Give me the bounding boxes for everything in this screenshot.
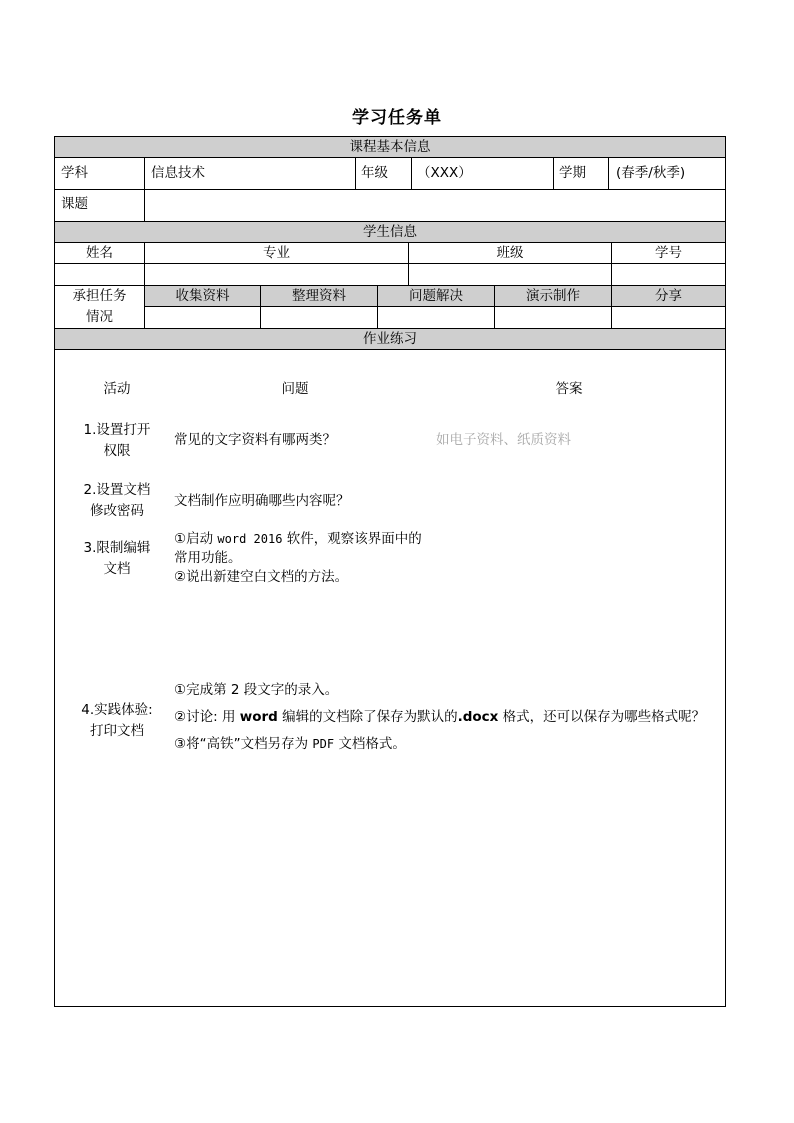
question-4-docx: .docx — [457, 709, 499, 725]
question-4-word: word — [239, 709, 278, 725]
col-question: 问题 — [281, 381, 309, 397]
topic-label: 课题 — [61, 196, 88, 212]
divider — [355, 157, 356, 189]
divider — [145, 306, 725, 307]
subject-label: 学科 — [61, 165, 88, 181]
col-answer: 答案 — [555, 381, 583, 397]
divider — [411, 157, 412, 189]
activity-1-line2: 权限 — [103, 443, 131, 459]
task-present: 演示制作 — [526, 288, 580, 304]
task-share: 分享 — [655, 288, 682, 304]
divider — [608, 157, 609, 189]
question-4-line3 — [174, 734, 406, 754]
question-3-line1 — [174, 529, 422, 549]
divider — [55, 157, 725, 158]
subject-value: 信息技术 — [151, 165, 205, 181]
activity-2-line1: 2.设置文档 — [83, 482, 151, 498]
question-3-line2: 常用功能。 — [174, 550, 242, 566]
page-title: 学习任务单 — [352, 108, 442, 128]
task-organize: 整理资料 — [292, 288, 346, 304]
question-4-pdf: PDF — [312, 737, 335, 751]
question-2: 文档制作应明确哪些内容呢？ — [174, 493, 350, 509]
student-class-header: 班级 — [496, 245, 524, 261]
task-sheet-table — [54, 136, 726, 1007]
activity-3-line2: 文档 — [103, 561, 131, 577]
question-3-software: word 2016 — [217, 532, 283, 546]
student-name-header: 姓名 — [86, 245, 113, 261]
divider — [553, 157, 554, 189]
activity-3-line1: 3.限制编辑 — [83, 540, 151, 556]
col-activity: 活动 — [103, 381, 131, 397]
question-4-text-c: 编辑的文档除了保存为默认的 — [277, 709, 458, 725]
term-value: (春季/秋季) — [616, 165, 686, 181]
question-3-text-c: 软件，观察该界面中的 — [282, 531, 422, 547]
homework-header: 作业练习 — [363, 331, 417, 347]
activity-1-line1: 1.设置打开 — [83, 422, 151, 438]
task-collect: 收集资料 — [175, 288, 230, 304]
answer-1: 如电子资料、纸质资料 — [436, 432, 571, 448]
student-major-header: 专业 — [263, 245, 290, 261]
term-label: 学期 — [559, 165, 586, 181]
grade-value: （XXX） — [417, 165, 472, 181]
question-4-line1: ①完成第 2 段文字的录入。 — [174, 682, 339, 698]
task-label-line1: 承担任务 — [72, 288, 127, 304]
divider — [55, 263, 725, 264]
question-4-text-3a: ③将“高铁”文档另存为 — [174, 736, 313, 752]
student-id-header: 学号 — [655, 245, 682, 261]
question-3-text-a: ①启动 — [174, 531, 218, 547]
question-1: 常见的文字资料有哪两类？ — [174, 432, 336, 448]
question-4-line2 — [174, 707, 705, 727]
divider — [55, 189, 725, 190]
question-3-line3: ②说出新建空白文档的方法。 — [174, 569, 349, 585]
activity-2-line2: 修改密码 — [90, 503, 144, 519]
course-info-header: 课程基本信息 — [349, 139, 431, 155]
task-label-line2: 情况 — [86, 309, 113, 325]
task-solve: 问题解决 — [409, 288, 463, 304]
question-4-text-e: 格式，还可以保存为哪些格式呢？ — [498, 709, 706, 725]
question-4-text-3c: 文档格式。 — [334, 736, 406, 752]
student-info-header: 学生信息 — [363, 224, 417, 240]
divider — [55, 349, 725, 350]
activity-4-line2: 打印文档 — [90, 723, 144, 739]
grade-label: 年级 — [361, 165, 388, 181]
question-4-text-a: ②讨论: 用 — [174, 709, 240, 725]
activity-4-line1: 4.实践体验: — [81, 702, 153, 718]
